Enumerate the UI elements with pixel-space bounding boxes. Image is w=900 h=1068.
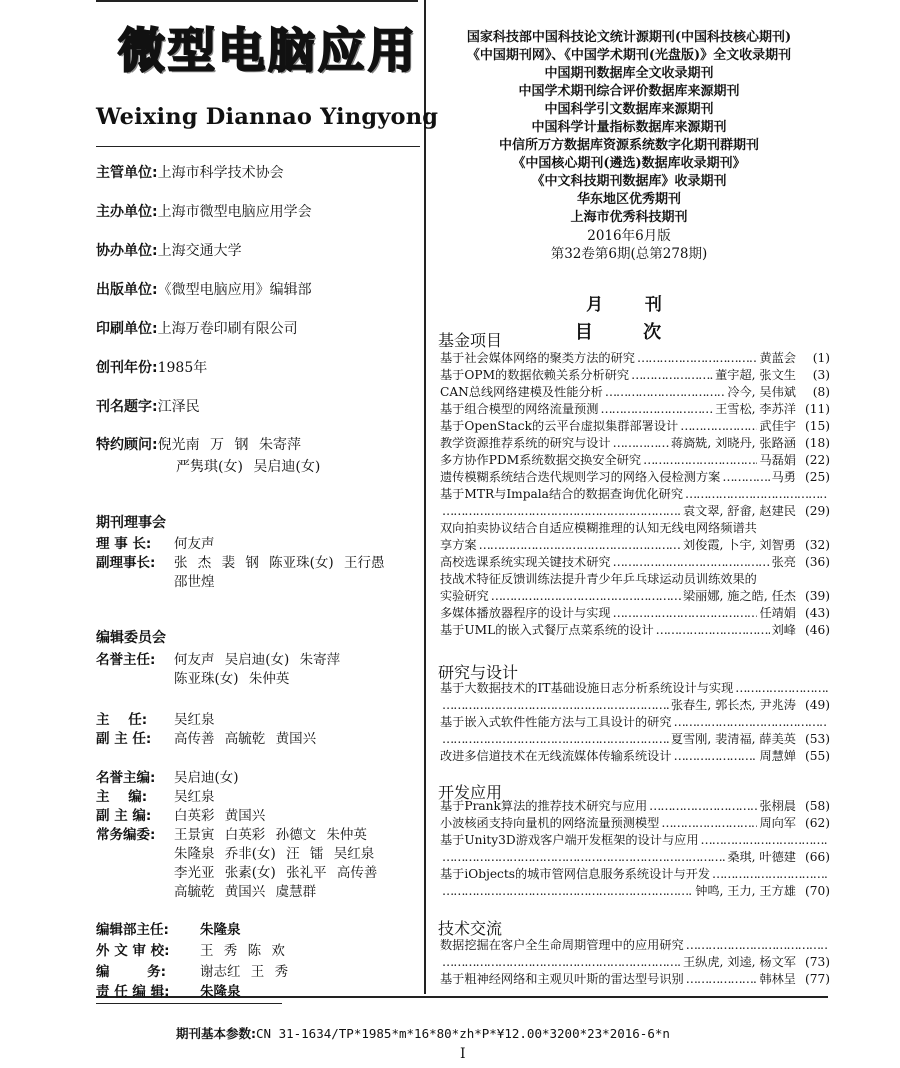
- toc-entry-authors: 桑琪, 叶德建: [727, 850, 796, 864]
- toc-entry-page: (49): [804, 698, 830, 712]
- toc-entry-authors: 冷今, 吴伟斌: [727, 385, 796, 399]
- toc-leader: [442, 503, 681, 520]
- toc-entry-page: (70): [804, 884, 830, 898]
- council-heading: 期刊理事会: [96, 515, 166, 531]
- staff-row: 编辑部主任: 朱隆泉: [96, 922, 241, 938]
- toc-entry-page: (3): [812, 368, 830, 382]
- toc-entry-title: 小波核函支持向量机的网络流量预测模型: [440, 816, 660, 830]
- council-row: 理 事 长: 何友声: [96, 536, 215, 552]
- toc-leader: [722, 469, 769, 486]
- toc-leader: [712, 866, 828, 883]
- editorial-row: 名誉主任: 何友声 吴启迪(女) 朱寄萍: [96, 652, 341, 668]
- toc-entry-title: 基于嵌入式软件性能方法与工具设计的研究: [440, 715, 672, 729]
- toc-leader: [656, 622, 770, 639]
- toc-entry[interactable]: [440, 520, 830, 554]
- toc-entry[interactable]: [440, 571, 830, 605]
- toc-entry-title: 基于MTR与Impala结合的数据查询优化研究: [440, 487, 684, 501]
- toc-entry[interactable]: [440, 418, 830, 435]
- toc-leader: [649, 798, 757, 815]
- indexing-line: 中信所万方数据库资源系统数字化期刊群期刊: [498, 138, 759, 153]
- toc-entry-authors: 马勇: [771, 470, 796, 484]
- toc-entry-authors: 梁丽娜, 施之皓, 任杰: [683, 589, 796, 603]
- toc-entry-title: 双向拍卖协议结合自适应模糊推理的认知无线电网络频谱共: [440, 521, 757, 535]
- toc-entry-title: 数据挖掘在客户全生命周期管理中的应用研究: [440, 938, 684, 952]
- editorial-row-cont: 高毓乾 黄国兴 虞慧群: [174, 884, 317, 900]
- toc-leader: [600, 401, 713, 418]
- toc-entry-page: (53): [804, 732, 830, 746]
- pinyin-rule: [96, 146, 420, 147]
- toc-entry-title: 技战术特征反馈训练法提升青少年乒乓球运动员训练效果的: [440, 572, 757, 586]
- toc-entry[interactable]: [440, 937, 830, 971]
- toc-entry-authors: 夏雪刚, 裴清福, 薛美英: [670, 732, 796, 746]
- toc-entry-page: (73): [804, 955, 830, 969]
- toc-entry[interactable]: [440, 401, 830, 418]
- toc-entry-page: (18): [804, 436, 830, 450]
- toc-leader: [442, 849, 725, 866]
- toc-leader: [643, 452, 757, 469]
- column-divider: [424, 0, 426, 994]
- toc-entry-authors: 张栩晨: [759, 799, 796, 813]
- toc-entry-authors: 蒋旖兟, 刘晓丹, 张路涵: [670, 436, 796, 450]
- toc-entry-page: (55): [804, 749, 830, 763]
- toc-category: 技术交流: [438, 919, 503, 938]
- toc-leader: [680, 418, 757, 435]
- editorial-row-cont: 陈亚珠(女) 朱仲英: [174, 671, 290, 687]
- toc-entry-title: 基于Prank算法的推荐技术研究与应用: [440, 799, 648, 813]
- toc-entry[interactable]: [440, 622, 830, 639]
- journal-parameters: 期刊基本参数:CN 31-1634/TP*1985*m*16*80*zh*P*¥12.00*3200*23*2016-6*n: [176, 1026, 670, 1041]
- toc-entry-title: 基于社会媒体网络的聚类方法的研究: [440, 351, 635, 365]
- toc-entry-title: 实验研究: [440, 589, 489, 603]
- toc-entry[interactable]: [440, 605, 830, 622]
- toc-entry[interactable]: [440, 469, 830, 486]
- toc-entry-page: (77): [804, 972, 830, 986]
- toc-entry-page: (62): [804, 816, 830, 830]
- staff-row: 责 任 编 辑: 朱隆泉: [96, 984, 241, 1000]
- info-row: 创刊年份:1985年: [96, 360, 208, 376]
- toc-leader: [491, 588, 681, 605]
- toc-entry-title: 基于组合模型的网络流量预测: [440, 402, 599, 416]
- toc-entry[interactable]: [440, 748, 830, 765]
- toc-entry-authors: 董宇超, 张文生: [715, 368, 796, 382]
- toc-title: 目 次: [574, 322, 684, 343]
- toc-entry[interactable]: [440, 554, 830, 571]
- toc-entry-authors: 张春生, 郭长杰, 尹兆涛: [670, 698, 796, 712]
- issue-frequency: 月 刊: [586, 295, 672, 315]
- toc-entry-page: (36): [804, 555, 830, 569]
- info-row: 出版单位:《微型电脑应用》编辑部: [96, 282, 312, 298]
- toc-entry-page: (8): [812, 385, 830, 399]
- indexing-line: 国家科技部中国科技论文统计源期刊(中国科技核心期刊): [466, 30, 792, 45]
- toc-entry-authors: 任靖娟: [759, 606, 796, 620]
- toc-entry-authors: 武佳宇: [759, 419, 796, 433]
- toc-entry[interactable]: [440, 866, 830, 900]
- editorial-row: 副 主 编: 白英彩 黄国兴: [96, 808, 266, 824]
- toc-entry-page: (46): [804, 623, 830, 637]
- info-row: 主管单位:上海市科学技术协会: [96, 165, 284, 181]
- advisors-row: 特约顾问:倪光南 万 钢 朱寄萍 严隽琪(女) 吴启迪(女): [96, 437, 321, 475]
- toc-leader: [442, 883, 693, 900]
- toc-leader: [674, 748, 758, 765]
- toc-entry-title: 基于大数据技术的IT基础设施日志分析系统设计与实现: [440, 681, 734, 695]
- toc-leader: [479, 537, 681, 554]
- toc-category: 开发应用: [438, 783, 503, 802]
- toc-entry[interactable]: [440, 350, 830, 367]
- indexing-line: 华东地区优秀期刊: [576, 192, 681, 207]
- toc-entry-authors: 张亮: [771, 555, 796, 569]
- info-row: 主办单位:上海市微型电脑应用学会: [96, 204, 312, 220]
- toc-leader: [613, 435, 669, 452]
- toc-leader: [685, 486, 828, 503]
- toc-entry[interactable]: [440, 384, 830, 401]
- toc-leader: [735, 680, 828, 697]
- toc-entry-page: (58): [804, 799, 830, 813]
- toc-entry-authors: 韩林呈: [759, 972, 796, 986]
- editorial-row: 常务编委: 王景寅 白英彩 孙德文 朱仲英: [96, 827, 367, 843]
- toc-entry-page: (32): [804, 538, 830, 552]
- toc-entry-title: 多媒体播放器程序的设计与实现: [440, 606, 611, 620]
- toc-entry-title: 教学资源推荐系统的研究与设计: [440, 436, 611, 450]
- toc-entry-authors: 周向军: [759, 816, 796, 830]
- info-row: 印刷单位:上海万卷印刷有限公司: [96, 321, 298, 337]
- toc-entry-title: 基于粗神经网络和主观贝叶斯的雷达型号识别: [440, 972, 684, 986]
- toc-leader: [605, 384, 725, 401]
- info-row: 协办单位:上海交通大学: [96, 243, 242, 259]
- toc-leader: [686, 937, 828, 954]
- indexing-line: 中国科学引文数据库来源期刊: [544, 102, 714, 117]
- journal-logo-title: 微型电脑应用: [118, 24, 418, 79]
- toc-entry[interactable]: [440, 971, 830, 988]
- toc-entry[interactable]: [440, 815, 830, 832]
- info-row: 刊名题字:江泽民: [96, 399, 200, 415]
- issue-date: 2016年6月版: [587, 228, 671, 244]
- editorial-row: 主 编: 吴红泉: [96, 789, 215, 805]
- indexing-line: 《中国核心期刊(遴选)数据库收录期刊》: [512, 156, 746, 171]
- editorial-heading: 编辑委员会: [96, 630, 166, 646]
- indexing-line: 中国科学计量指标数据库来源期刊: [531, 120, 727, 135]
- council-row-cont: 邵世煌: [174, 574, 215, 590]
- toc-leader: [442, 731, 669, 748]
- toc-category: 基金项目: [438, 331, 503, 350]
- toc-category: 研究与设计: [438, 663, 519, 682]
- toc-entry-title: CAN总线网络建模及性能分析: [440, 385, 603, 399]
- staff-row: 外 文 审 校: 王 秀 陈 欢: [96, 943, 285, 959]
- toc-leader: [613, 605, 758, 622]
- toc-entry-title: 基于iObjects的城市管网信息服务系统设计与开发: [440, 867, 711, 881]
- toc-entry-authors: 王纵虎, 刘逵, 杨文军: [683, 955, 796, 969]
- toc-leader: [631, 367, 713, 384]
- toc-entry-page: (29): [804, 504, 830, 518]
- toc-entry-authors: 刘峰: [771, 623, 796, 637]
- toc-entry-title: 基于OpenStack的云平台虚拟集群部署设计: [440, 419, 679, 433]
- editorial-row: 名誉主编: 吴启迪(女): [96, 770, 239, 786]
- toc-leader: [442, 697, 669, 714]
- journal-pinyin-title: Weixing Diannao Yingyong: [96, 104, 439, 130]
- toc-entry-title: 高校选课系统实现关键技术研究: [440, 555, 611, 569]
- toc-entry-title: 遗传模糊系统结合迭代规则学习的网络入侵检测方案: [440, 470, 721, 484]
- indexing-line: 中国学术期刊综合评价数据库来源期刊: [518, 84, 740, 99]
- toc-entry-title: 多方协作PDM系统数据交换安全研究: [440, 453, 642, 467]
- toc-entry-authors: 袁文翠, 舒畲, 赵建民: [683, 504, 796, 518]
- toc-entry-page: (43): [804, 606, 830, 620]
- editorial-row-cont: 朱隆泉 乔非(女) 汪 镭 吴红泉: [174, 846, 375, 862]
- toc-leader: [637, 350, 757, 367]
- staff-row: 编 务: 谢志红 王 秀: [96, 964, 289, 980]
- toc-entry-page: (1): [812, 351, 830, 365]
- indexing-line: 《中文科技期刊数据库》收录期刊: [531, 174, 727, 189]
- toc-entry-authors: 周慧婵: [759, 749, 796, 763]
- toc-entry[interactable]: [440, 435, 830, 452]
- editorial-row: 主 任: 吴红泉: [96, 712, 215, 728]
- toc-entry-page: (39): [804, 589, 830, 603]
- editorial-row-cont: 李光亚 张素(女) 张礼平 高传善: [174, 865, 378, 881]
- toc-entry[interactable]: [440, 486, 830, 520]
- toc-entry-authors: 钟鸣, 王力, 王方雄: [695, 884, 796, 898]
- staff-rule: [96, 1003, 282, 1004]
- toc-entry-page: (15): [804, 419, 830, 433]
- toc-leader: [674, 714, 828, 731]
- indexing-line: 《中国期刊网》、《中国学术期刊(光盘版)》全文收录期刊: [466, 48, 792, 63]
- indexing-line: 中国期刊数据库全文收录期刊: [544, 66, 714, 81]
- toc-entry[interactable]: [440, 832, 830, 866]
- toc-leader: [701, 832, 828, 849]
- toc-entry-authors: 黄蓝会: [759, 351, 796, 365]
- toc-entry[interactable]: [440, 680, 830, 714]
- toc-entry-title: 享方案: [440, 538, 477, 552]
- toc-entry[interactable]: [440, 714, 830, 748]
- page-number: I: [460, 1046, 466, 1062]
- toc-leader: [442, 954, 681, 971]
- top-rule-left: [96, 0, 418, 2]
- toc-entry-authors: 刘俊霞, 卜宇, 刘智勇: [683, 538, 796, 552]
- toc-entry-page: (66): [804, 850, 830, 864]
- toc-entry-title: 改进多信道技术在无线流媒体传输系统设计: [440, 749, 672, 763]
- issue-volume: 第32卷第6期(总第278期): [550, 246, 708, 262]
- toc-leader: [661, 815, 757, 832]
- toc-leader: [686, 971, 758, 988]
- toc-entry-title: 基于UML的嵌入式餐厅点菜系统的设计: [440, 623, 654, 637]
- toc-entry-title: 基于Unity3D游戏客户端开发框架的设计与应用: [440, 833, 699, 847]
- toc-entry-authors: 马磊娟: [759, 453, 796, 467]
- indexing-line: 上海市优秀科技期刊: [570, 210, 688, 225]
- toc-entry-authors: 王雪松, 李苏洋: [715, 402, 796, 416]
- toc-entry[interactable]: [440, 452, 830, 469]
- toc-leader: [613, 554, 770, 571]
- council-row: 副理事长: 张 杰 裴 钢 陈亚珠(女) 王行愚: [96, 555, 385, 571]
- toc-entry-page: (25): [804, 470, 830, 484]
- editorial-row: 副 主 任: 高传善 高毓乾 黄国兴: [96, 731, 317, 747]
- toc-entry[interactable]: [440, 798, 830, 815]
- toc-entry-page: (11): [804, 402, 830, 416]
- toc-entry-title: 基于OPM的数据依赖关系分析研究: [440, 368, 630, 382]
- toc-entry-page: (22): [804, 453, 830, 467]
- toc-entry[interactable]: [440, 367, 830, 384]
